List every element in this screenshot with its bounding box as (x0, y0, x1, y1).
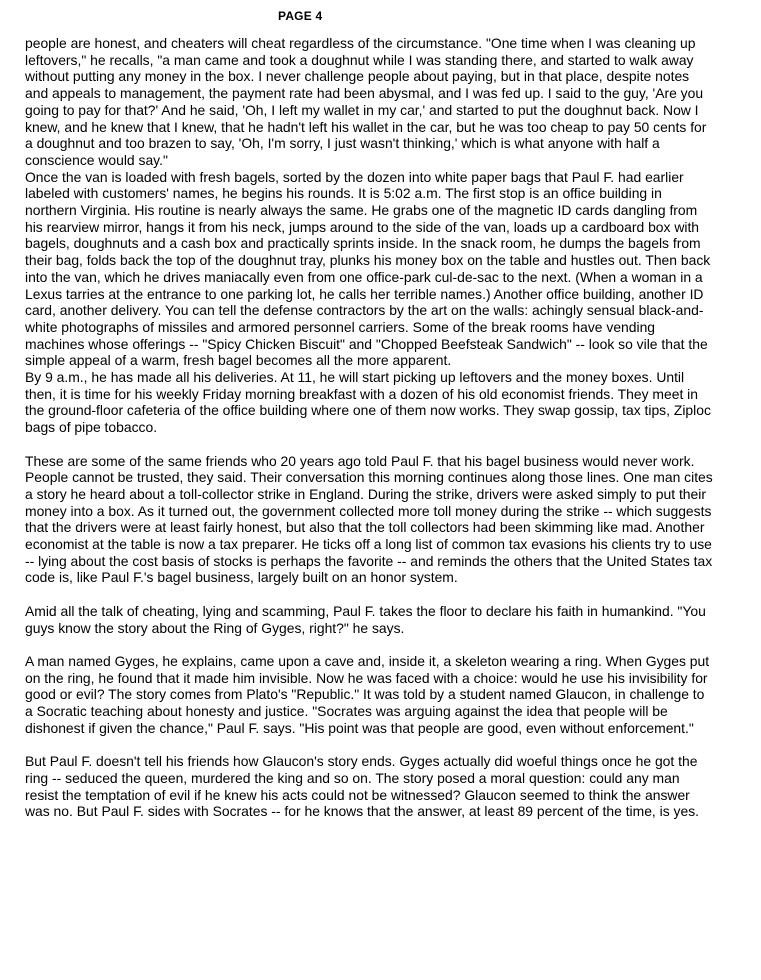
page-number-label: PAGE 4 (278, 9, 323, 23)
paragraph-glaucon-ending: But Paul F. doesn't tell his friends how Glaucon's story ends. Gyges actually did woeful things once he got the ring -- seduced the queen, murdered the king and so on. The story posed a moral question: could any man resist the temptation of evil if he knew his acts could not be witnessed? Glaucon seemed to think the answer was no. But Paul F. sides with Socrates -- for he knows that the answer, at least 89 percent of the time, is yes. (25, 753, 700, 820)
article-body (25, 35, 715, 820)
paragraph-economist-breakfast: By 9 a.m., he has made all his deliveries. At 11, he will start picking up leftovers and the money boxes. Until then, it is time for his weekly Friday morning breakfast with a dozen of his old economist friends. They meet in the ground-floor cafeteria of the office building where one of them now works. They swap gossip, tax tips, Ziploc bags of pipe tobacco. (25, 369, 711, 436)
paragraph-delivery-rounds: Once the van is loaded with fresh bagels, sorted by the dozen into white paper bags that Paul F. had earlier labeled with customers' names, he begins his rounds. It is 5:02 a.m. The first stop is an office building in northern Virginia. His routine is nearly always the same. He grabs one of the magnetic ID cards dangling from his rearview mirror, hangs it from his neck, jumps around to the side of the van, loads up a cardboard box with bagels, doughnuts and a cash box and practically sprints inside. In the snack room, he dumps the bagels from their bag, folds back the top of the doughnut tray, plunks his money box on the table and hustles out. Then back into the van, which he drives maniacally even from one office-park cul-de-sac to the next. (When a woman in a Lexus tarries at the entrance to one parking lot, he calls her terrible names.) Another office building, another ID card, another delivery. You can tell the defense contractors by the art on the walls: achingly sensual black-and-white photographs of missiles and armored personnel carriers. Some of the break rooms have vending machines whose offerings -- "Spicy Chicken Biscuit" and "Chopped Beefsteak Sandwich" -- look so vile that the simple appeal of a warm, fresh bagel becomes all the more apparent. (25, 168, 711, 369)
paragraph-faith-in-humankind: Amid all the talk of cheating, lying and scamming, Paul F. takes the floor to declare his faith in humankind. "You guys know the story about the Ring of Gyges, right?" he says. (25, 602, 706, 636)
paragraph-friends-skepticism: These are some of the same friends who 20 years ago told Paul F. that his bagel business would never work. People cannot be trusted, they said. Their conversation this morning continues along those lines. One man cites a story he heard about a toll-collector strike in England. During the strike, drivers were asked simply to put their money into a box. As it turned out, the government collected more toll money during the strike -- which suggests that the drivers were at least fairly honest, but also that the toll collectors had been skimming like mad. Another economist at the table is now a tax preparer. He ticks off a long list of common tax evasions his clients try to use -- lying about the cost basis of stocks is perhaps the favorite -- and reminds the others that the United States tax code is, like Paul F.'s bagel business, largely built on an honor system. (25, 452, 713, 586)
paragraph-honesty-anecdote: people are honest, and cheaters will cheat regardless of the circumstance. "One time when I was cleaning up leftovers," he recalls, "a man came and took a doughnut while I was standing there, and started to walk away without putting any money in the box. I never challenge people about paying, but in that place, despite notes and appeals to management, the payment rate had been abysmal, and I was fed up. I said to the guy, 'Are you going to pay for that?' And he said, 'Oh, I left my wallet in my car,' and started to put the doughnut back. Now I knew, and he knew that I knew, that he hadn't left his wallet in the car, but he was too cheap to pay 50 cents for a doughnut and too brazen to say, 'Oh, I'm sorry, I just wasn't thinking,' which is what anyone with half a conscience would say." (25, 35, 707, 168)
paragraph-ring-of-gyges: A man named Gyges, he explains, came upon a cave and, inside it, a skeleton wearing a ring. When Gyges put on the ring, he found that it made him invisible. Now he was faced with a choice: would he use his invisibility for good or evil? The story comes from Plato's "Republic." It was told by a student named Glaucon, in challenge to a Socratic teaching about honesty and justice. "Socrates was arguing against the idea that people will be dishonest if given the chance," Paul F. says. "His point was that people are good, even without enforcement." (25, 652, 710, 736)
